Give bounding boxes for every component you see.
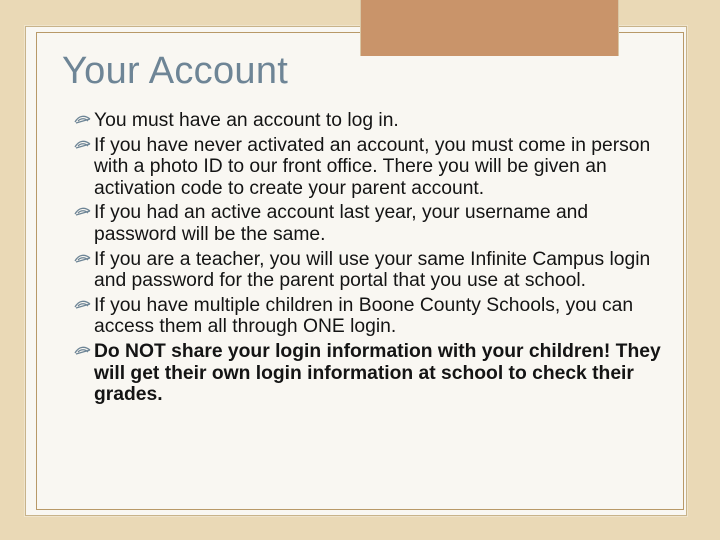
- bullet-item-warning: [74, 341, 664, 406]
- bullet-text: You must have an account to log in.: [94, 110, 399, 131]
- bullet-text: Do NOT share your login information with your children! They will get their own login information at school to check their grades.: [94, 340, 661, 406]
- leaf-flourish-icon: [74, 344, 92, 356]
- bullet-item: [74, 135, 664, 200]
- bullet-text: If you had an active account last year, your username and password will be the same.: [94, 202, 589, 245]
- leaf-flourish-icon: [74, 298, 92, 310]
- bullet-text: If you have never activated an account, you must come in person with a photo ID to our front office. There you will be given an activation code to create your parent account.: [94, 134, 651, 199]
- bullet-item: [74, 110, 664, 132]
- leaf-flourish-icon: [74, 252, 92, 264]
- leaf-flourish-icon: [74, 205, 92, 217]
- leaf-flourish-icon: [74, 113, 92, 125]
- slide-title: Your Account: [62, 50, 289, 92]
- bullet-text: If you have multiple children in Boone County Schools, you can access them all through ONE login.: [94, 294, 634, 338]
- bullet-item: [74, 202, 664, 245]
- bullet-item: [74, 295, 664, 338]
- leaf-flourish-icon: [74, 138, 92, 150]
- bullet-text: If you are a teacher, you will use your same Infinite Campus login and password for the parent portal that you use at school.: [94, 248, 651, 292]
- bullet-item: [74, 249, 664, 292]
- bullet-list: [74, 110, 664, 409]
- accent-tab: [360, 0, 619, 56]
